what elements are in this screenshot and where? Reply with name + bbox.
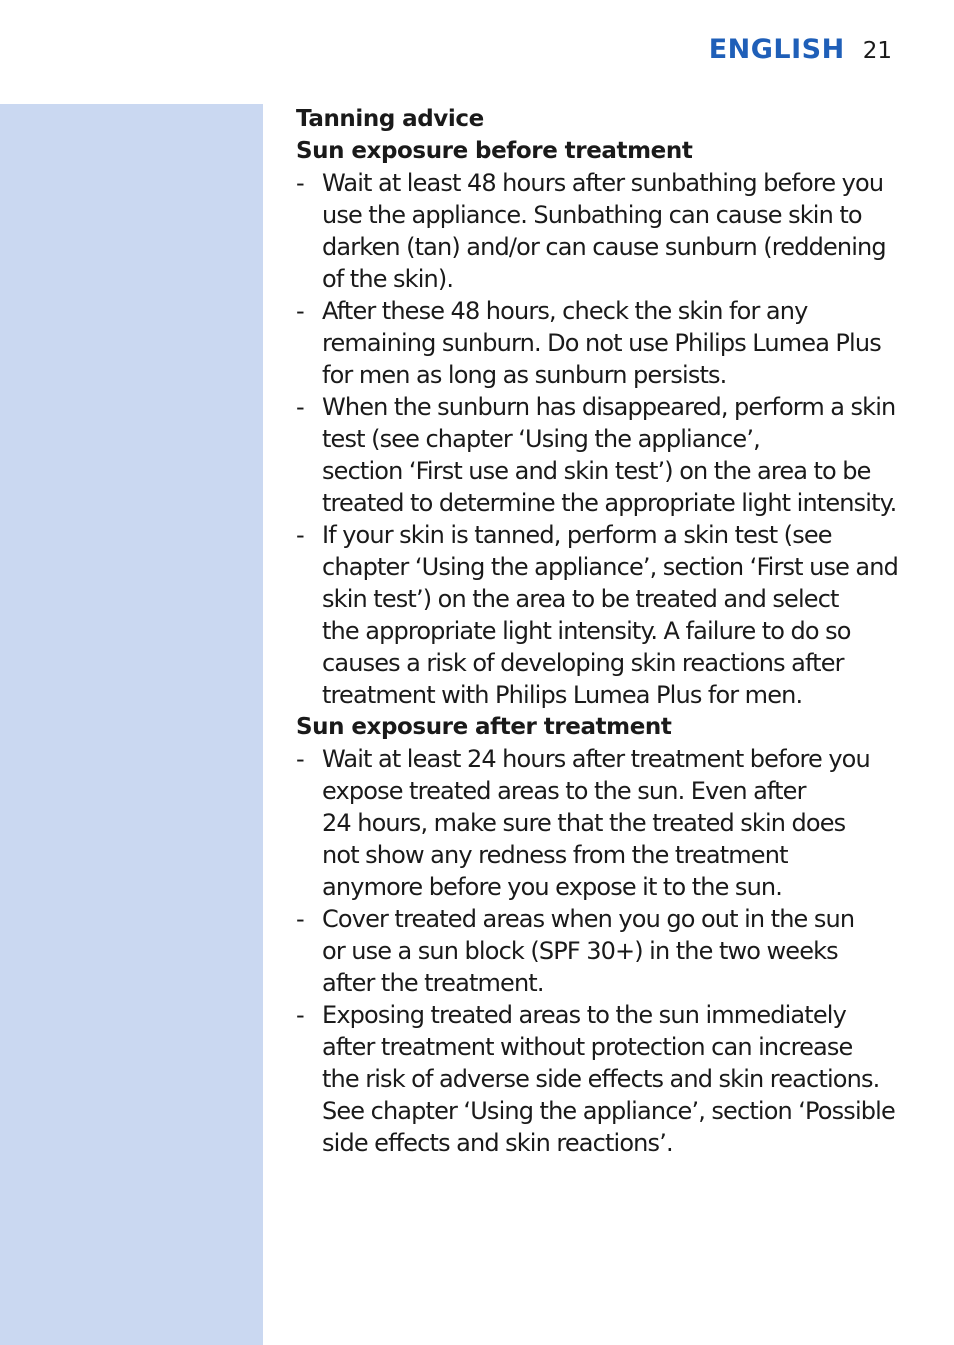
section-heading: Sun exposure after treatment bbox=[296, 714, 672, 740]
list-item bbox=[296, 391, 902, 519]
page-number: 21 bbox=[862, 38, 892, 64]
text-line: after treatment without protection can increase bbox=[322, 1033, 853, 1061]
text-line: See chapter ‘Using the appliance’, section ‘Possible bbox=[322, 1097, 895, 1125]
text-line: When the sunburn has disappeared, perform a skin bbox=[322, 393, 896, 421]
text-line: or use a sun block (SPF 30+) in the two weeks bbox=[322, 937, 838, 965]
text-line: not show any redness from the treatment bbox=[322, 841, 788, 869]
dash-bullet: - bbox=[296, 745, 304, 773]
text-line: treatment with Philips Lumea Plus for men. bbox=[322, 681, 803, 709]
text-line: for men as long as sunburn persists. bbox=[322, 361, 727, 389]
section-after-treatment bbox=[296, 711, 902, 1159]
text-line: expose treated areas to the sun. Even after bbox=[322, 777, 806, 805]
bullet-list bbox=[296, 743, 902, 1159]
text-line: side effects and skin reactions’. bbox=[322, 1129, 673, 1157]
text-line: After these 48 hours, check the skin for any bbox=[322, 297, 808, 325]
dash-bullet: - bbox=[296, 1001, 304, 1029]
main-content bbox=[296, 103, 902, 1159]
text-line: Exposing treated areas to the sun immediately bbox=[322, 1001, 846, 1029]
dash-bullet: - bbox=[296, 297, 304, 325]
list-item bbox=[296, 519, 902, 711]
list-item bbox=[296, 999, 902, 1159]
language-label: ENGLISH bbox=[708, 34, 845, 65]
text-line: remaining sunburn. Do not use Philips Lumea Plus bbox=[322, 329, 881, 357]
side-margin-panel bbox=[0, 104, 263, 1345]
list-item bbox=[296, 743, 902, 903]
list-item bbox=[296, 167, 902, 295]
text-line: Wait at least 48 hours after sunbathing before you bbox=[322, 169, 884, 197]
section-before-treatment bbox=[296, 135, 902, 711]
text-line: the appropriate light intensity. A failure to do so bbox=[322, 617, 851, 645]
text-line: Wait at least 24 hours after treatment before you bbox=[322, 745, 870, 773]
text-line: skin test’) on the area to be treated and select bbox=[322, 585, 839, 613]
text-line: use the appliance. Sunbathing can cause skin to bbox=[322, 201, 862, 229]
dash-bullet: - bbox=[296, 905, 304, 933]
text-line: 24 hours, make sure that the treated skin does bbox=[322, 809, 846, 837]
text-line: Cover treated areas when you go out in the sun bbox=[322, 905, 855, 933]
text-line: causes a risk of developing skin reactions after bbox=[322, 649, 844, 677]
text-line: darken (tan) and/or can cause sunburn (reddening bbox=[322, 233, 886, 261]
text-line: the risk of adverse side effects and skin reactions. bbox=[322, 1065, 880, 1093]
dash-bullet: - bbox=[296, 169, 304, 197]
list-item bbox=[296, 903, 902, 999]
text-line: anymore before you expose it to the sun. bbox=[322, 873, 783, 901]
text-line: If your skin is tanned, perform a skin test (see bbox=[322, 521, 832, 549]
list-item bbox=[296, 295, 902, 391]
text-line: chapter ‘Using the appliance’, section ‘First use and bbox=[322, 553, 898, 581]
text-line: after the treatment. bbox=[322, 969, 544, 997]
page-header bbox=[709, 34, 892, 65]
section-heading: Sun exposure before treatment bbox=[296, 138, 693, 164]
dash-bullet: - bbox=[296, 393, 304, 421]
bullet-list bbox=[296, 167, 902, 711]
text-line: section ‘First use and skin test’) on the area to be bbox=[322, 457, 871, 485]
text-line: treated to determine the appropriate light intensity. bbox=[322, 489, 897, 517]
text-line: of the skin). bbox=[322, 265, 454, 293]
dash-bullet: - bbox=[296, 521, 304, 549]
text-line: test (see chapter ‘Using the appliance’, bbox=[322, 425, 760, 453]
section-title: Tanning advice bbox=[296, 106, 484, 132]
